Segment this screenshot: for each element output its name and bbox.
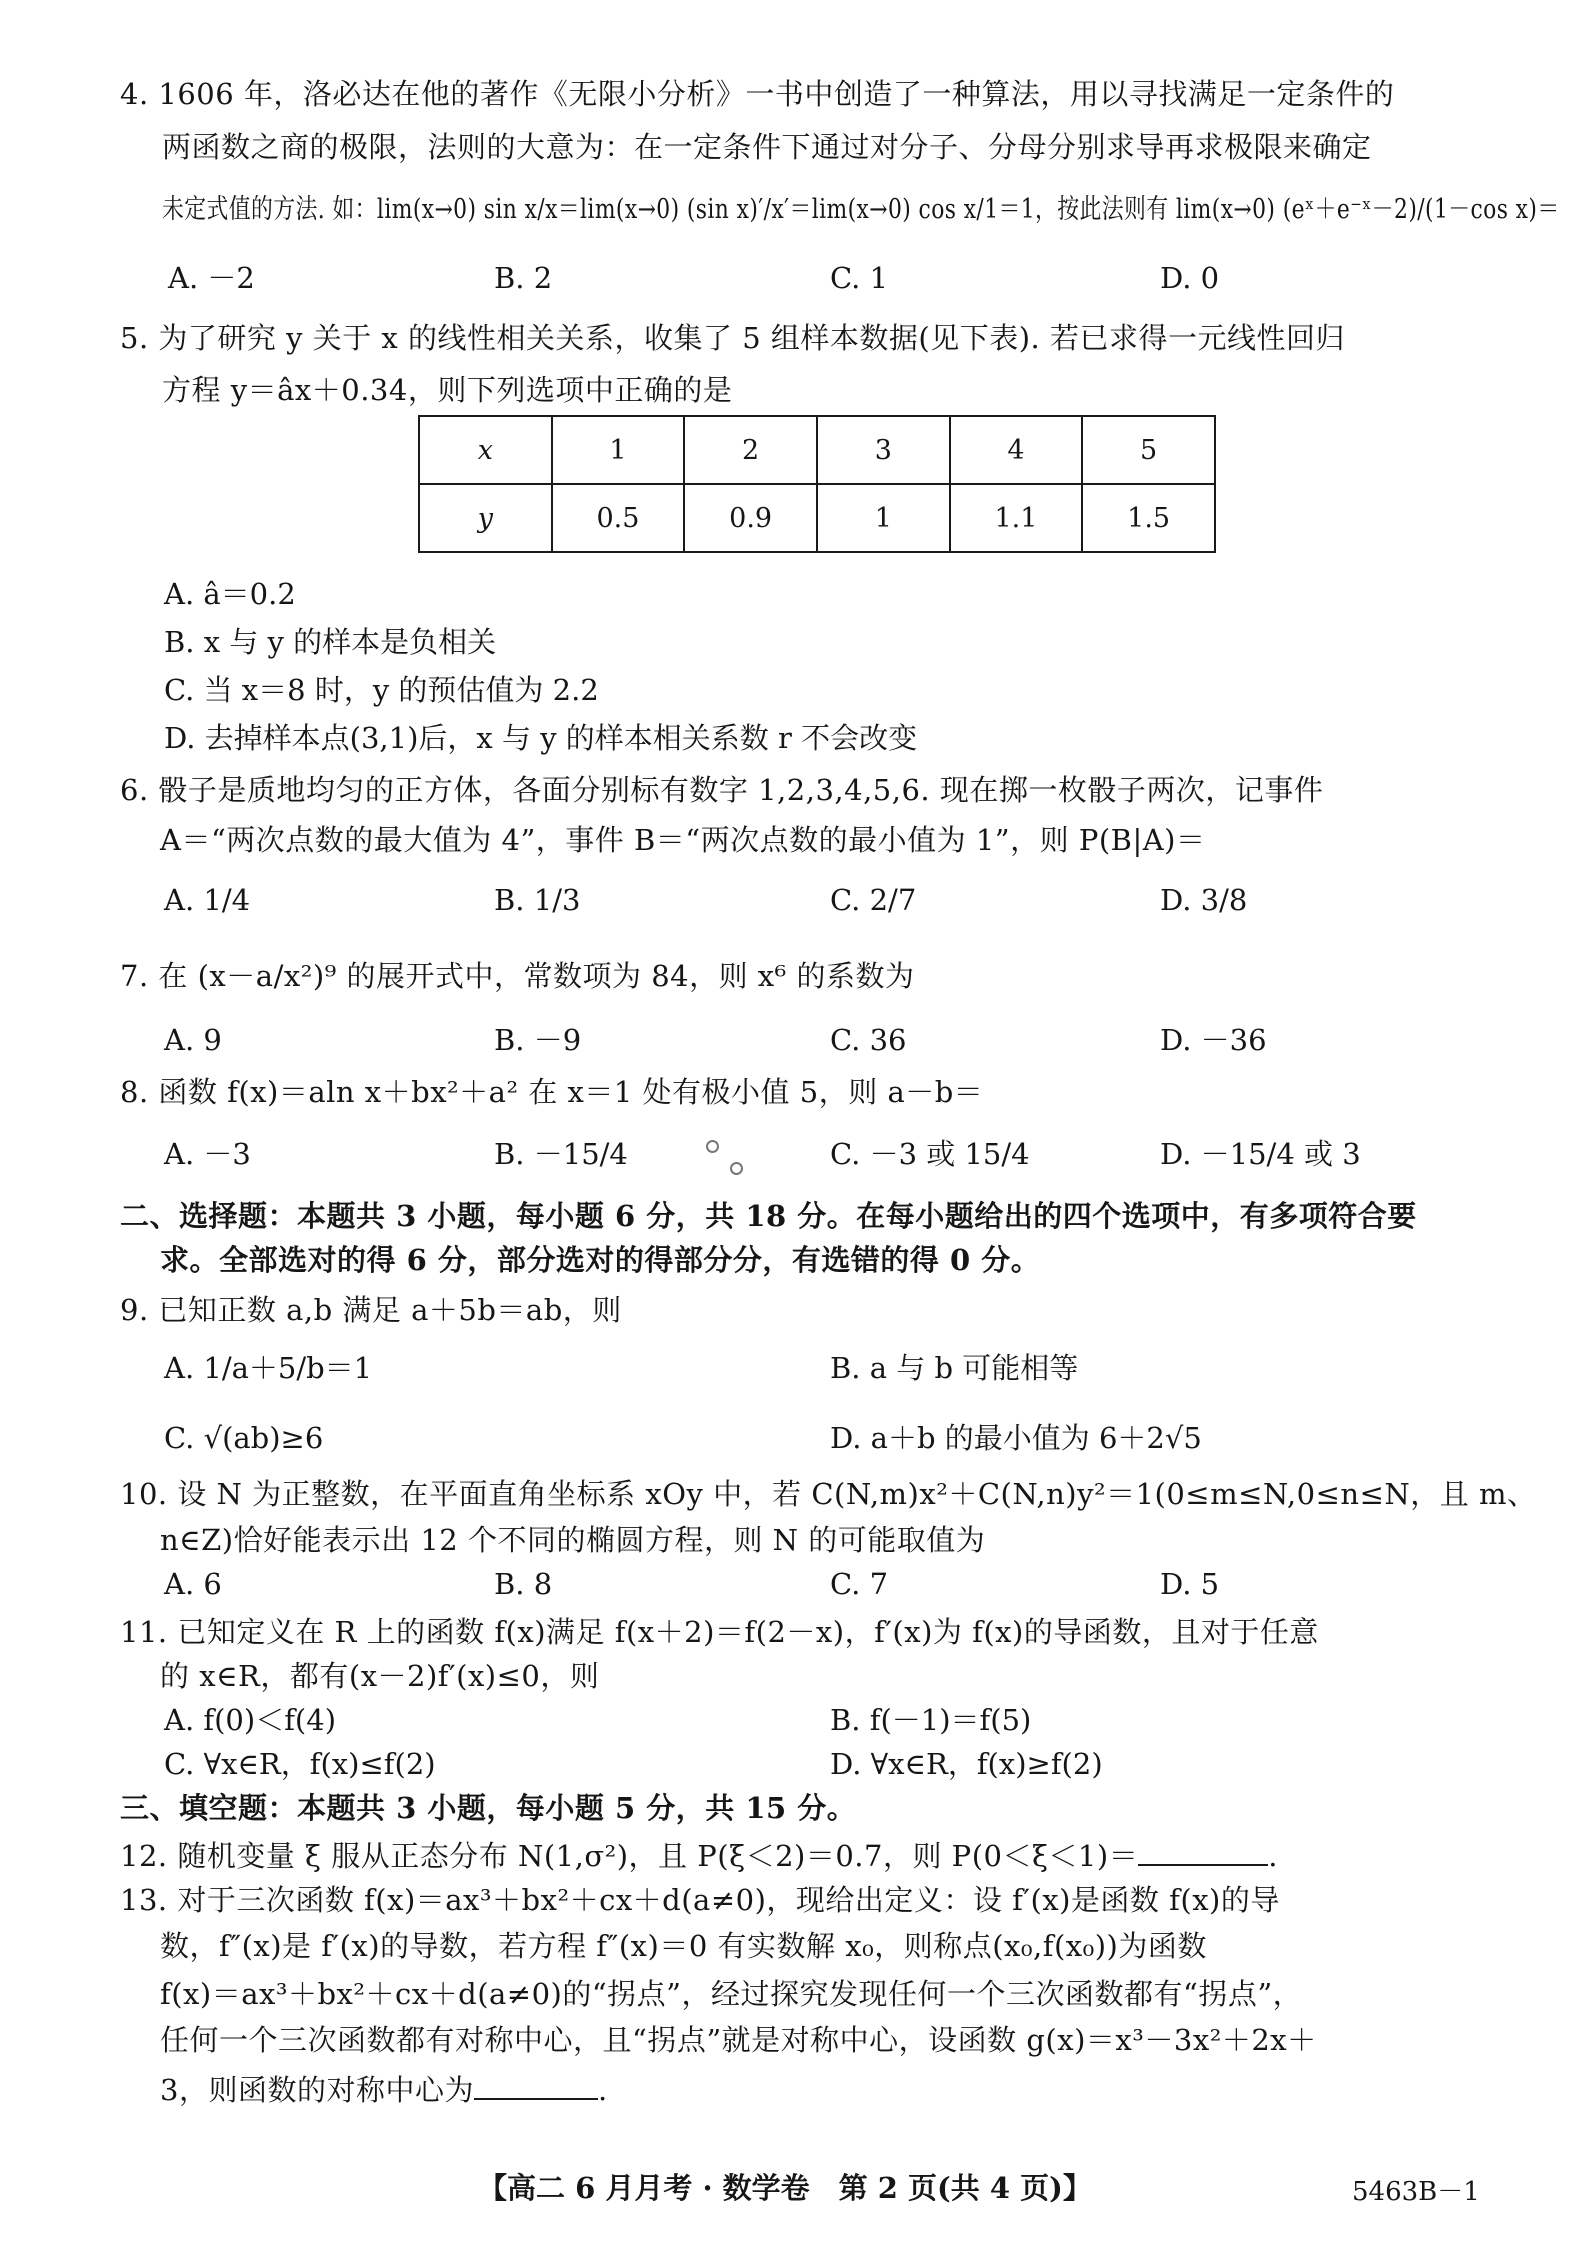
q6-line2: A＝“两次点数的最大值为 4”，事件 B＝“两次点数的最小值为 1”，则 P(B|A)＝ <box>160 823 1206 857</box>
q10-option-a: A. 6 <box>164 1567 222 1601</box>
table-cell: 1 <box>817 484 950 552</box>
scan-speck <box>706 1140 719 1153</box>
q13-text: 3，则函数的对称中心为 <box>160 2073 474 2107</box>
q7-option-a: A. 9 <box>164 1023 222 1057</box>
q13-line3: f(x)＝ax³＋bx²＋cx＋d(a≠0)的“拐点”，经过探究发现任何一个三次函数都有“拐点”， <box>160 1977 1303 2011</box>
q6-line1: 6. 骰子是质地均匀的正方体，各面分别标有数字 1,2,3,4,5,6. 现在掷一枚骰子两次，记事件 <box>120 773 1324 807</box>
q7-line1: 7. 在 (x－a/x²)⁹ 的展开式中，常数项为 84，则 x⁶ 的系数为 <box>120 959 915 993</box>
table-row <box>419 484 1215 552</box>
q8-option-b: B. －15/4 <box>494 1137 628 1171</box>
q5-line2: 方程 y＝âx＋0.34，则下列选项中正确的是 <box>162 373 733 407</box>
q5-data-table <box>418 415 1216 553</box>
q7-option-b: B. －9 <box>494 1023 582 1057</box>
table-cell: 0.5 <box>552 484 685 552</box>
q4-line1: 4. 1606 年，洛必达在他的著作《无限小分析》一书中创造了一种算法，用以寻找满足一定条件的 <box>120 77 1395 111</box>
table-cell: 1.5 <box>1082 484 1215 552</box>
q13-line4: 任何一个三次函数都有对称中心，且“拐点”就是对称中心，设函数 g(x)＝x³－3x²＋2x＋ <box>160 2023 1317 2057</box>
paper-code: 5463B－1 <box>1352 2177 1480 2207</box>
q6-option-a: A. 1/4 <box>164 883 251 917</box>
table-cell: 2 <box>684 416 817 484</box>
q8-option-d: D. －15/4 或 3 <box>1160 1137 1361 1171</box>
q9-option-c: C. √(ab)≥6 <box>164 1421 324 1455</box>
table-row <box>419 416 1215 484</box>
q6-option-b: B. 1/3 <box>494 883 581 917</box>
q4-option-b: B. 2 <box>494 261 553 295</box>
q13-line5 <box>160 2068 608 2110</box>
q5-option-d: D. 去掉样本点(3,1)后，x 与 y 的样本相关系数 r 不会改变 <box>164 721 918 755</box>
section3-heading: 三、填空题：本题共 3 小题，每小题 5 分，共 15 分。 <box>120 1791 857 1825</box>
q12-tail: . <box>1268 1839 1278 1873</box>
q13-line2: 数，f″(x)是 f′(x)的导数，若方程 f″(x)＝0 有实数解 x₀，则称点(x₀,f(x₀))为函数 <box>160 1929 1207 1963</box>
q9-option-a: A. 1/a＋5/b＝1 <box>164 1351 373 1385</box>
section2-heading-line1: 二、选择题：本题共 3 小题，每小题 6 分，共 18 分。在每小题给出的四个选项中，有多项符合要 <box>120 1199 1417 1233</box>
table-cell: 5 <box>1082 416 1215 484</box>
q11-option-a: A. f(0)＜f(4) <box>164 1703 337 1737</box>
q4-option-c: C. 1 <box>830 261 889 295</box>
q10-option-b: B. 8 <box>494 1567 553 1601</box>
q10-option-c: C. 7 <box>830 1567 889 1601</box>
table-cell: x <box>419 416 552 484</box>
q13-tail: . <box>597 2073 608 2107</box>
table-cell: 0.9 <box>684 484 817 552</box>
q9-option-b: B. a 与 b 可能相等 <box>830 1351 1079 1385</box>
q4-line3: 未定式值的方法. 如：lim(x→0) sin x/x＝lim(x→0) (sin x)′/x′＝lim(x→0) cos x/1＝1，按此法则有 lim(x→0) (eˣ＋e⁻ˣ－2)/(1－cos x)＝ <box>162 194 1560 225</box>
q8-option-a: A. －3 <box>164 1137 251 1171</box>
q12-line1 <box>120 1834 1278 1876</box>
q8-option-c: C. －3 或 15/4 <box>830 1137 1030 1171</box>
q5-option-c: C. 当 x＝8 时，y 的预估值为 2.2 <box>164 673 599 707</box>
q5-option-b: B. x 与 y 的样本是负相关 <box>164 625 497 659</box>
q7-option-d: D. －36 <box>1160 1023 1267 1057</box>
table-cell: 1.1 <box>950 484 1083 552</box>
q6-option-d: D. 3/8 <box>1160 883 1248 917</box>
section2-heading-line2: 求。全部选对的得 6 分，部分选对的得部分分，有选错的得 0 分。 <box>160 1243 1041 1277</box>
q13-line1: 13. 对于三次函数 f(x)＝ax³＋bx²＋cx＋d(a≠0)，现给出定义：设 f′(x)是函数 f(x)的导 <box>120 1883 1280 1917</box>
q9-line1: 9. 已知正数 a,b 满足 a＋5b＝ab，则 <box>120 1293 622 1327</box>
q12-text: 12. 随机变量 ξ 服从正态分布 N(1,σ²)，且 P(ξ＜2)＝0.7，则 P(0＜ξ＜1)＝ <box>120 1839 1139 1873</box>
q11-option-b: B. f(－1)＝f(5) <box>830 1703 1032 1737</box>
q9-option-d: D. a＋b 的最小值为 6＋2√5 <box>830 1421 1202 1455</box>
q5-option-a: A. â＝0.2 <box>164 577 296 611</box>
page-footer: 【高二 6 月月考 · 数学卷 第 2 页(共 4 页)】 <box>478 2171 1092 2205</box>
q4-option-a: A. －2 <box>168 261 255 295</box>
q11-line1: 11. 已知定义在 R 上的函数 f(x)满足 f(x＋2)＝f(2－x)，f′(x)为 f(x)的导函数，且对于任意 <box>120 1615 1319 1649</box>
q11-line2: 的 x∈R，都有(x－2)f′(x)≤0，则 <box>160 1659 600 1693</box>
q4-option-d: D. 0 <box>1160 261 1220 295</box>
q12-answer-blank <box>1138 1834 1268 1866</box>
scan-speck <box>730 1162 743 1175</box>
q13-answer-blank <box>474 2068 598 2100</box>
q4-line2: 两函数之商的极限，法则的大意为：在一定条件下通过对分子、分母分别求导再求极限来确定 <box>162 130 1372 164</box>
table-cell: 3 <box>817 416 950 484</box>
q10-line2: n∈Z)恰好能表示出 12 个不同的椭圆方程，则 N 的可能取值为 <box>160 1523 986 1557</box>
q8-line1: 8. 函数 f(x)＝aln x＋bx²＋a² 在 x＝1 处有极小值 5，则 a－b＝ <box>120 1075 984 1109</box>
q11-option-c: C. ∀x∈R，f(x)≤f(2) <box>164 1747 436 1781</box>
q10-line1: 10. 设 N 为正整数，在平面直角坐标系 xOy 中，若 C(N,m)x²＋C(N,n)y²＝1(0≤m≤N,0≤n≤N，且 m、 <box>120 1477 1537 1511</box>
q10-option-d: D. 5 <box>1160 1567 1220 1601</box>
q7-option-c: C. 36 <box>830 1023 907 1057</box>
q6-option-c: C. 2/7 <box>830 883 917 917</box>
q11-option-d: D. ∀x∈R，f(x)≥f(2) <box>830 1747 1103 1781</box>
q5-line1: 5. 为了研究 y 关于 x 的线性相关关系，收集了 5 组样本数据(见下表). 若已求得一元线性回归 <box>120 321 1345 355</box>
table-cell: y <box>419 484 552 552</box>
table-cell: 1 <box>552 416 685 484</box>
table-cell: 4 <box>950 416 1083 484</box>
